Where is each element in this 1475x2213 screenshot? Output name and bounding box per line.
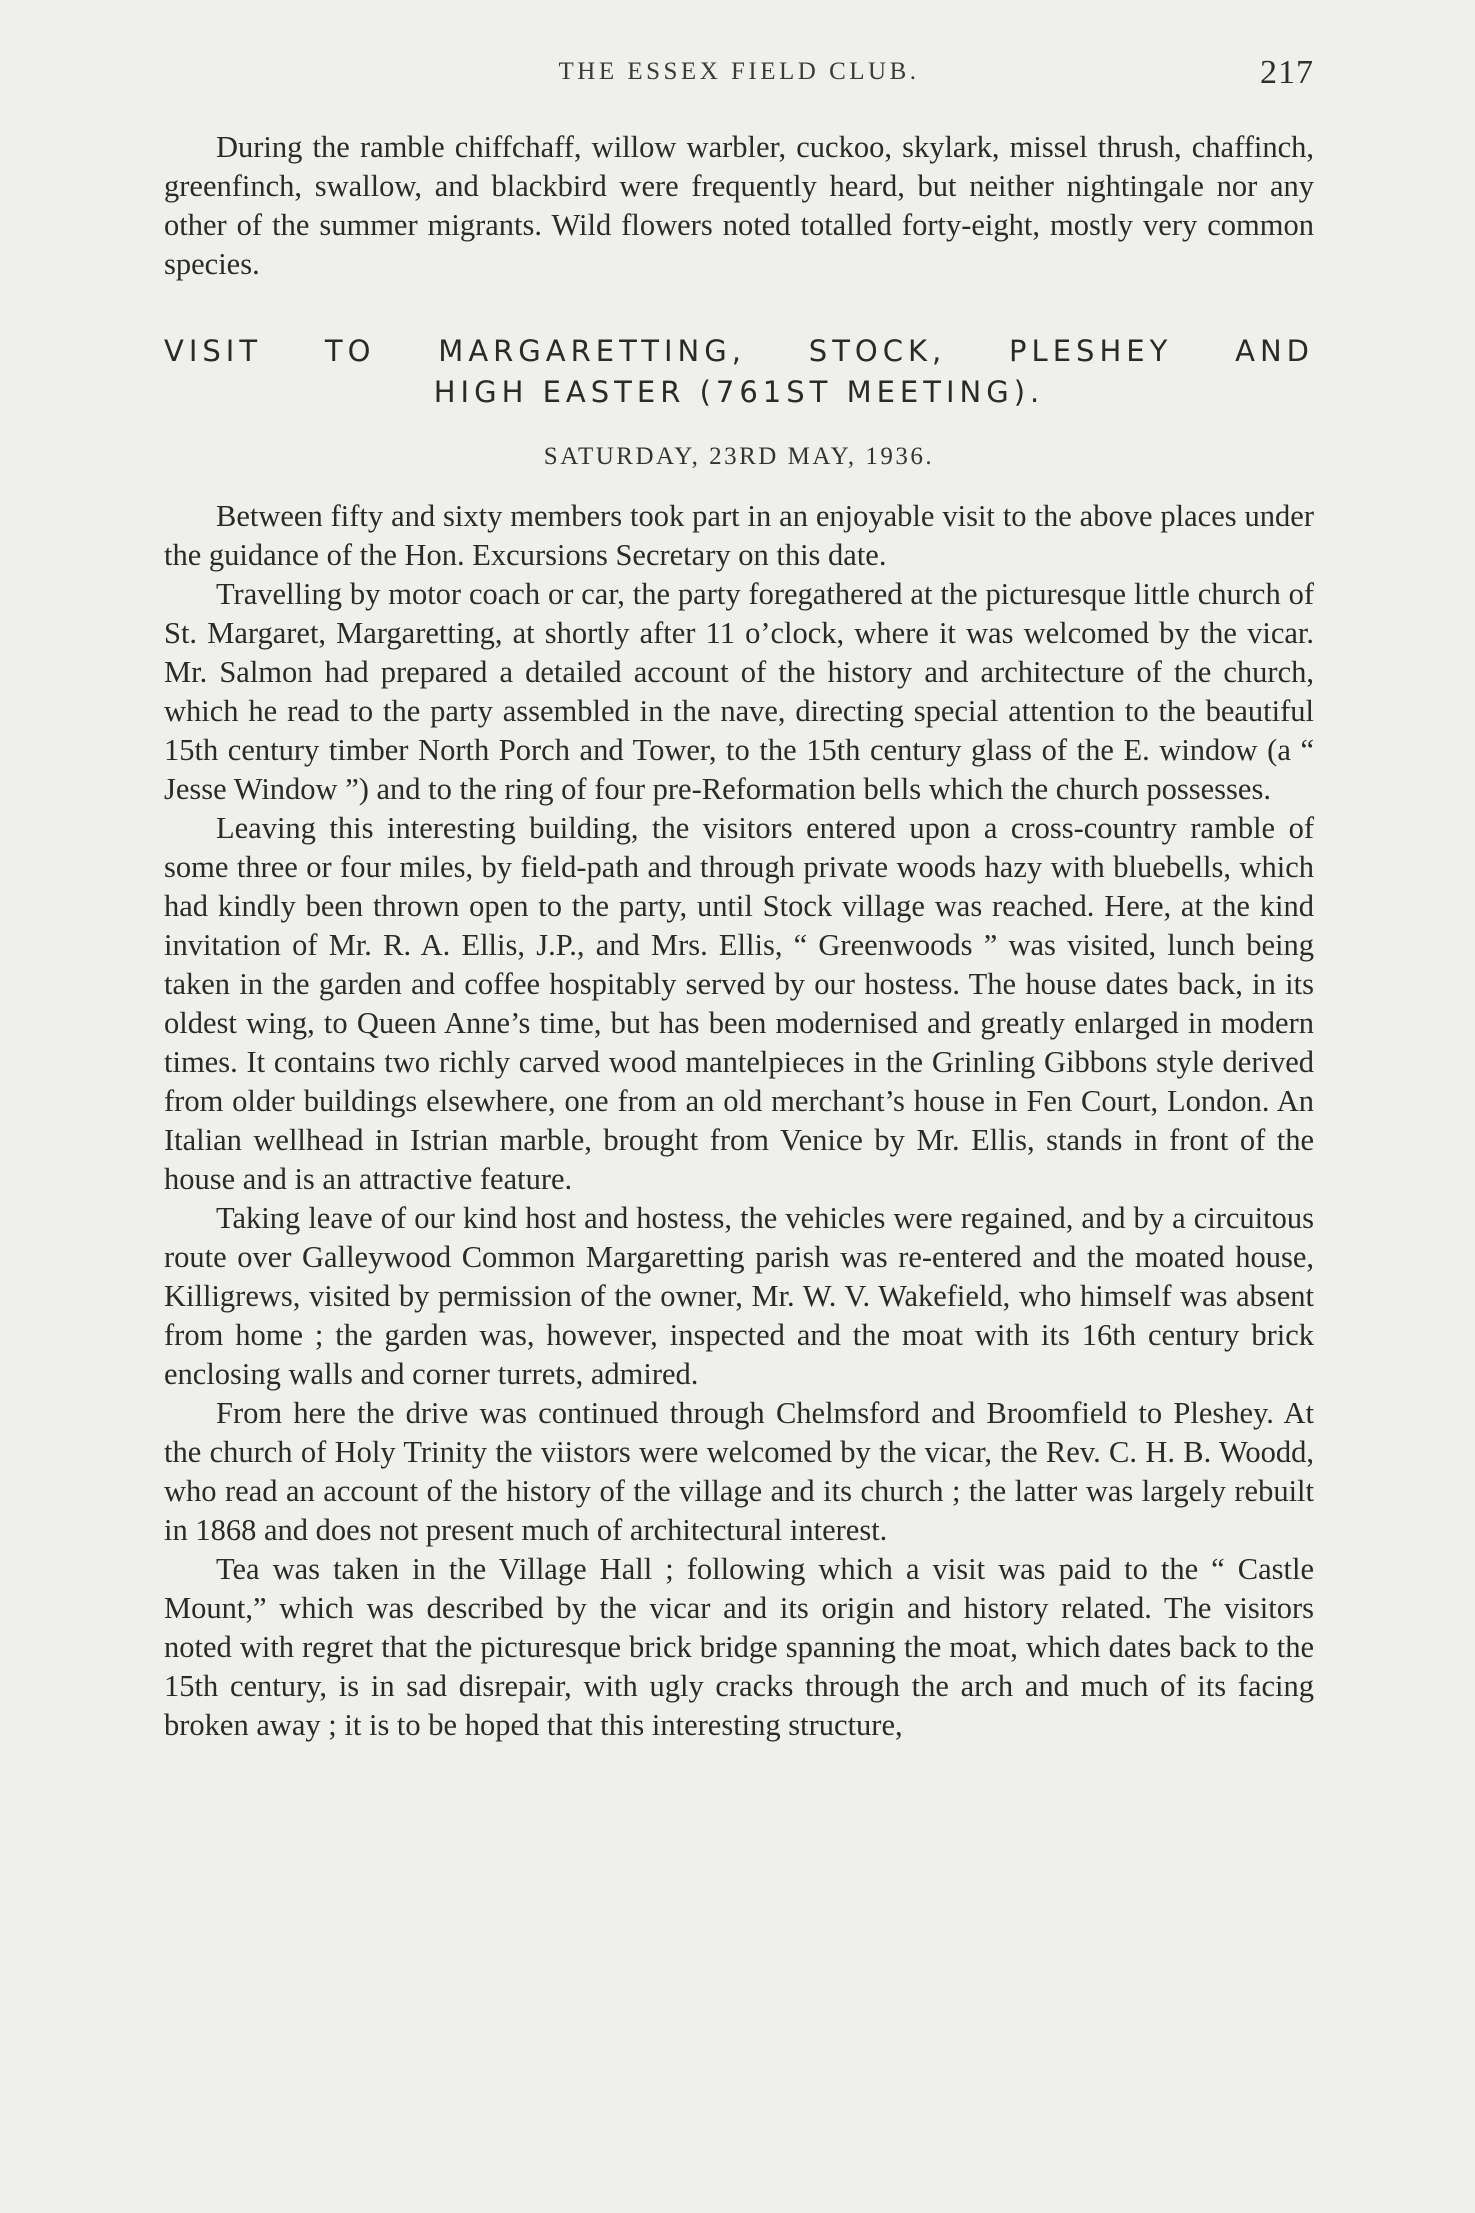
heading-line-2: HIGH EASTER (761ST MEETING). — [433, 375, 1045, 409]
running-head — [164, 54, 1314, 98]
intro-paragraph: During the ramble chiffchaff, willow warbler, cuckoo, skylark, missel thrush, chaffinch, greenfinch, swallow, and blackbird were frequently heard, but neither nightingale nor any other of the summer migrants. Wild flowers noted totalled forty-eight, mostly very common species. — [164, 130, 1314, 281]
page-number: 217 — [1260, 54, 1314, 91]
article-body — [164, 497, 1314, 1745]
paragraph-pleshey: From here the drive was continued through Chelmsford and Broomfield to Pleshey. At the church of Holy Trinity the viistors were welcomed by the vicar, the Rev. C. H. B. Woodd, who read an account of the history of the village and its church ; the latter was largely rebuilt in 1868 and does not present much of architectural interest. — [164, 1396, 1314, 1547]
running-title: THE ESSEX FIELD CLUB. — [558, 58, 920, 85]
meeting-date: SATURDAY, 23RD MAY, 1936. — [543, 443, 935, 470]
paragraph-killigrews: Taking leave of our kind host and hostess, the vehicles were regained, and by a circuitous route over Galleywood Common Margaretting parish was re-entered and the moated house, Killigrews, visited by permission of the owner, Mr. W. V. Wakefield, who himself was absent from home ; the garden was, however, inspected and the moat with its 16th century brick enclosing walls and corner turrets, admired. — [164, 1201, 1314, 1391]
paragraph-attendance: Between fifty and sixty members took part in an enjoyable visit to the above places under the guidance of the Hon. Excursions Secretary on this date. — [164, 499, 1314, 572]
paragraph-margaretting: Travelling by motor coach or car, the party foregathered at the picturesque little church of St. Margaret, Margaretting, at shortly after 11 o’clock, where it was welcomed by the vicar. Mr. Salmon had prepared a detailed account of the history and architecture of the church, which he read to the party assembled in the nave, directing special attention to the beautiful 15th century timber North Porch and Tower, to the 15th century glass of the E. window (a “ Jesse Window ”) and to the ring of four pre-Reformation bells which the church possesses. — [164, 577, 1314, 806]
paragraph-stock: Leaving this interesting building, the visitors entered upon a cross-country ramble of some three or four miles, by field-path and through private woods hazy with bluebells, which had kindly been thrown open to the party, until Stock village was reached. Here, at the kind invitation of Mr. R. A. Ellis, J.P., and Mrs. Ellis, “ Greenwoods ” was visited, lunch being taken in the garden and coffee hospitably served by our hostess. The house dates back, in its oldest wing, to Queen Anne’s time, but has been modernised and greatly enlarged in modern times. It contains two richly carved wood mantelpieces in the Grinling Gibbons style derived from older buildings elsewhere, one from an old merchant’s house in Fen Court, London. An Italian wellhead in Istrian marble, brought from Venice by Mr. Ellis, stands in front of the house and is an attractive feature. — [164, 811, 1314, 1196]
paragraph-castle-mount: Tea was taken in the Village Hall ; following which a visit was paid to the “ Castle Mount,” which was described by the vicar and its origin and history related. The visitors noted with regret that the picturesque brick bridge spanning the moat, which dates back to the 15th century, is in sad disrepair, with ugly cracks through the arch and much of its facing broken away ; it is to be hoped that this interesting structure, — [164, 1552, 1314, 1742]
intro-text — [164, 128, 1314, 284]
section-heading — [164, 334, 1314, 418]
heading-line-1: VISIT TO MARGARETTING, STOCK, PLESHEY AND — [164, 334, 1314, 368]
